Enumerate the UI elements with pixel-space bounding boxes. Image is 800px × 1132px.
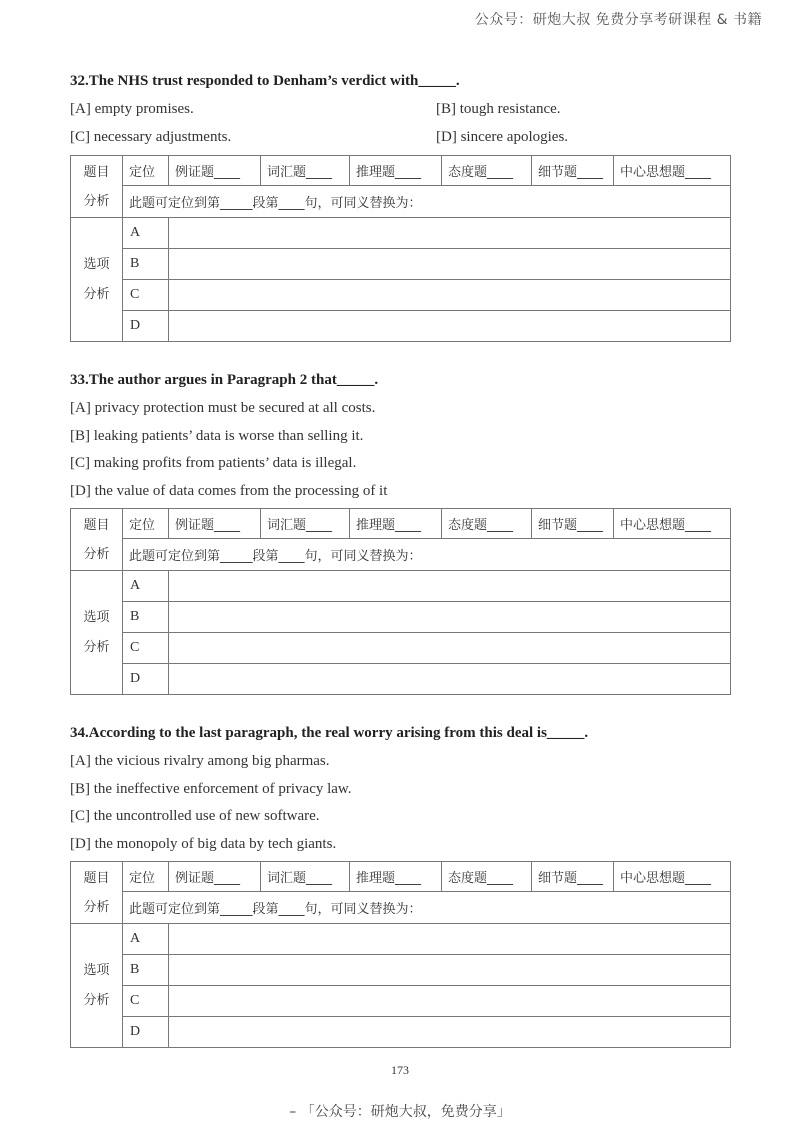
type-detail: 细节题____ — [532, 509, 614, 539]
option-c: [C] necessary adjustments. — [70, 128, 232, 145]
option-analysis-label: 选项 分析 — [71, 218, 123, 342]
type-main-idea: 中心思想题____ — [614, 509, 731, 539]
question-stem: 33.The author argues in Paragraph 2 that_____. — [70, 372, 379, 388]
option-b: [B] tough resistance. — [436, 101, 561, 117]
locate-label: 定位 — [123, 862, 169, 892]
answer-cell-d[interactable] — [169, 311, 731, 342]
answer-cell-c[interactable] — [169, 633, 731, 664]
answer-cell-a[interactable] — [169, 571, 731, 602]
option-letter-d: D — [123, 311, 169, 342]
header-watermark: 公众号：研炮大叔 免费分享考研课程 & 书籍 — [474, 12, 762, 28]
option-d: [D] sincere apologies. — [436, 128, 569, 145]
locate-label: 定位 — [123, 509, 169, 539]
answer-cell-c[interactable] — [169, 280, 731, 311]
answer-cell-b[interactable] — [169, 955, 731, 986]
option-b: [B] leaking patients’ data is worse than selling it. — [70, 427, 364, 444]
option-letter-d: D — [123, 1017, 169, 1048]
question-analysis-label: 题目 分析 — [71, 862, 123, 924]
locate-sentence: 此题可定位到第_____段第____句，可同义替换为： — [123, 539, 731, 571]
answer-cell-b[interactable] — [169, 602, 731, 633]
option-a: [A] privacy protection must be secured at all costs. — [70, 400, 376, 416]
option-letter-c: C — [123, 280, 169, 311]
option-letter-b: B — [123, 249, 169, 280]
option-analysis-label: 选项 分析 — [71, 924, 123, 1048]
option-letter-a: A — [123, 571, 169, 602]
question-stem: 34.According to the last paragraph, the real worry arising from this deal is_____. — [70, 725, 589, 741]
option-letter-a: A — [123, 218, 169, 249]
answer-cell-a[interactable] — [169, 218, 731, 249]
type-detail: 细节题____ — [532, 862, 614, 892]
option-b: [B] the ineffective enforcement of privacy law. — [70, 780, 352, 797]
type-example: 例证题____ — [169, 156, 261, 186]
option-c: [C] making profits from patients’ data is illegal. — [70, 455, 357, 472]
question-analysis-label: 题目 分析 — [71, 509, 123, 571]
page-number: 173 — [391, 1063, 409, 1077]
question-analysis-label: 题目 分析 — [71, 156, 123, 218]
analysis-table-32 — [70, 155, 730, 342]
answer-cell-d[interactable] — [169, 664, 731, 695]
type-example: 例证题____ — [169, 509, 261, 539]
locate-sentence: 此题可定位到第_____段第____句，可同义替换为： — [123, 892, 731, 924]
question-32 — [70, 70, 730, 153]
option-letter-b: B — [123, 955, 169, 986]
option-a: [A] empty promises. — [70, 101, 194, 117]
locate-label: 定位 — [123, 156, 169, 186]
option-c: [C] the uncontrolled use of new software. — [70, 808, 320, 825]
type-vocabulary: 词汇题____ — [261, 156, 350, 186]
type-attitude: 态度题____ — [442, 862, 532, 892]
answer-cell-c[interactable] — [169, 986, 731, 1017]
analysis-table-34 — [70, 861, 730, 1048]
type-main-idea: 中心思想题____ — [614, 156, 731, 186]
option-letter-d: D — [123, 664, 169, 695]
question-34 — [70, 722, 730, 860]
answer-cell-a[interactable] — [169, 924, 731, 955]
footer-watermark: – 「公众号：研炮大叔，免费分享」 — [289, 1104, 511, 1120]
option-letter-b: B — [123, 602, 169, 633]
type-main-idea: 中心思想题____ — [614, 862, 731, 892]
option-analysis-label: 选项 分析 — [71, 571, 123, 695]
option-letter-a: A — [123, 924, 169, 955]
type-attitude: 态度题____ — [442, 156, 532, 186]
option-d: [D] the monopoly of big data by tech giants. — [70, 835, 337, 852]
question-33 — [70, 369, 730, 507]
type-attitude: 态度题____ — [442, 509, 532, 539]
type-vocabulary: 词汇题____ — [261, 862, 350, 892]
option-letter-c: C — [123, 986, 169, 1017]
option-d: [D] the value of data comes from the processing of it — [70, 482, 388, 499]
type-vocabulary: 词汇题____ — [261, 509, 350, 539]
type-example: 例证题____ — [169, 862, 261, 892]
option-letter-c: C — [123, 633, 169, 664]
type-inference: 推理题____ — [350, 509, 442, 539]
question-stem: 32.The NHS trust responded to Denham’s verdict with_____. — [70, 73, 460, 89]
type-inference: 推理题____ — [350, 156, 442, 186]
locate-sentence: 此题可定位到第_____段第____句，可同义替换为： — [123, 186, 731, 218]
option-a: [A] the vicious rivalry among big pharmas. — [70, 753, 330, 769]
type-inference: 推理题____ — [350, 862, 442, 892]
type-detail: 细节题____ — [532, 156, 614, 186]
answer-cell-d[interactable] — [169, 1017, 731, 1048]
answer-cell-b[interactable] — [169, 249, 731, 280]
analysis-table-33 — [70, 508, 730, 695]
